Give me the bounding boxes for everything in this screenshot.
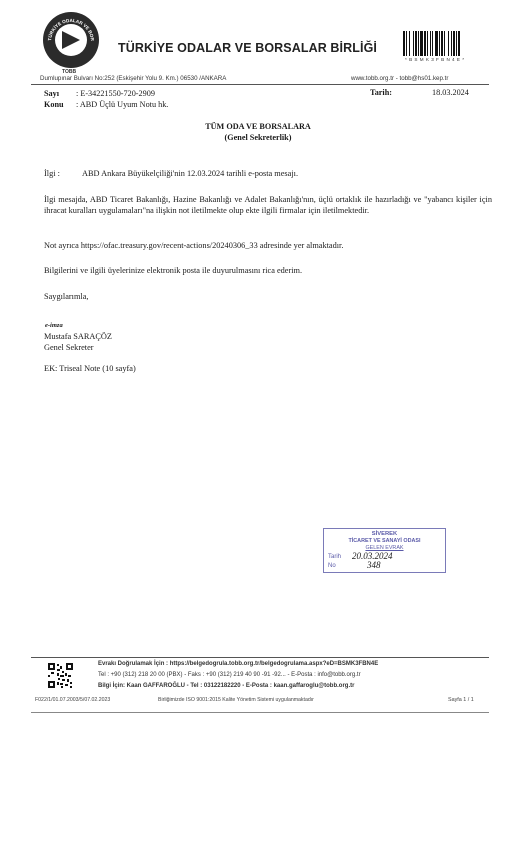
barcode-bar (430, 31, 431, 56)
qr-module (57, 669, 60, 671)
qr-module (57, 673, 59, 676)
qr-module (70, 686, 72, 688)
qr-module (57, 664, 59, 666)
qr-module (48, 675, 50, 677)
qr-module (48, 663, 55, 670)
qr-module (58, 678, 60, 680)
barcode-bar (427, 31, 428, 56)
barcode-bar (451, 31, 452, 56)
page-bottom-edge (31, 712, 489, 713)
incoming-document-stamp (323, 528, 446, 573)
barcode-bar (418, 31, 419, 56)
info-line: Bilgi İçin: Kaan GAFFAROĞLU - Tel : 03122182220 - E-Posta : kaan.gaffaroglu@tobb.org.tr (98, 683, 355, 689)
qr-module (60, 683, 63, 685)
qr-module (60, 675, 64, 677)
org-name: TÜRKİYE ODALAR VE BORSALAR BİRLİĞİ (118, 41, 377, 55)
e-imza-label: e-imza (45, 322, 63, 329)
paragraph-1: İlgi mesajda, ABD Ticaret Bakanlığı, Hazine Bakanlığı ve Adalet Bakanlığı'nın, üçlü ortaklık ile hazırladığı ve "yabancı kişiler için ihracat kuralları uygulamaları"na ilişkin not iletilmekte olup ekte ilgili firmalar için iletilmektedir. (44, 195, 492, 216)
konu-label: Konu (44, 100, 64, 109)
qr-module (48, 681, 55, 688)
konu-value: : ABD Üçlü Uyum Notu hk. (76, 100, 169, 109)
stamp-line1: SİVEREK (371, 531, 398, 537)
qr-module (62, 679, 65, 681)
addressee-line1: TÜM ODA VE BORSALARA (205, 122, 311, 131)
closing: Saygılarımla, (44, 292, 89, 301)
stamp-line3: GELEN EVRAK (365, 545, 404, 551)
barcode-bar (420, 31, 423, 56)
barcode-text: * B S M K 3 F B N 4 E * (405, 57, 465, 62)
barcode-bar (435, 31, 438, 56)
signer-title: Genel Sekreter (44, 343, 94, 352)
barcode-bar (406, 31, 407, 56)
barcode-bar (453, 31, 455, 56)
qr-module (65, 673, 67, 676)
barcode-bar (409, 31, 410, 56)
barcode-bar (441, 31, 443, 56)
web-email: www.tobb.org.tr - tobb@hs01.kep.tr (351, 75, 449, 82)
ilgi-label: İlgi : (44, 169, 60, 178)
qr-module (60, 666, 62, 669)
stamp-no-label: No (328, 563, 336, 569)
tobb-logo (43, 12, 99, 68)
stamp-line2: TİCARET VE SANAYİ ODASI (348, 538, 421, 544)
barcode-bar (413, 31, 414, 56)
ilgi-text: ABD Ankara Büyükelçiliği'nin 12.03.2024 tarihli e-posta mesajı. (82, 169, 299, 178)
iso-notice: Birliğimizde ISO 9001:2015 Kalite Yönetim Sistemi uygulanmaktadır (158, 697, 314, 703)
tarih-label: Tarih: (370, 88, 392, 97)
paragraph-2: Not ayrıca https://ofac.treasury.gov/recent-actions/20240306_33 adresinde yer almaktadır. (44, 241, 344, 250)
signer-name: Mustafa SARAÇÖZ (44, 332, 112, 341)
svg-text:TÜRKİYE ODALAR VE BORSALAR BİR: TÜRKİYE ODALAR VE BOR (47, 17, 96, 42)
sayi-value: : E-34221550-720-2909 (76, 89, 155, 98)
qr-module (51, 672, 54, 674)
sayi-label: Sayı (44, 89, 60, 98)
addressee-line2: (Genel Sekreterlik) (224, 133, 292, 142)
page-number: Sayfa 1 / 1 (448, 697, 474, 703)
qr-module (62, 671, 64, 673)
address: Dumlupınar Bulvarı No:252 (Eskişehir Yolu 9. Km.) 06530 /ANKARA (40, 75, 227, 82)
stamp-tarih-label: Tarih (328, 554, 342, 560)
header-divider (31, 84, 489, 85)
qr-module (57, 682, 59, 685)
qr-module (61, 686, 63, 688)
barcode-bar (415, 31, 417, 56)
barcode-bar (439, 31, 440, 56)
barcode-bar (424, 31, 426, 56)
barcode-bar (403, 31, 405, 56)
footer-divider (31, 657, 489, 658)
barcode-bar (432, 31, 433, 56)
tarih-value: 18.03.2024 (432, 88, 469, 97)
stamp-no-value: 348 (367, 560, 381, 570)
qr-module (66, 663, 73, 670)
contact-line: Tel : +90 (312) 218 20 00 (PBX) - Faks : +90 (312) 219 40 90 -91 -92... - E-Posta : info@tobb.org.tr (98, 672, 361, 678)
document-barcode (403, 31, 488, 56)
qr-module (67, 679, 69, 682)
logo-ring-text (43, 12, 99, 68)
attachment-note: EK: Triseal Note (10 sayfa) (44, 364, 136, 373)
qr-module (65, 684, 68, 686)
stamp-tarih-value: 20.03.2024 (352, 551, 393, 561)
qr-module (70, 682, 72, 684)
verify-link: Evrakı Doğrulamak İçin : https://belgedogrula.tobb.org.tr/belgedogrulama.aspx?eD=BSMK3FBN4E (98, 661, 379, 667)
form-number: F022/1/01.07.2003/5/07.02.2023 (35, 697, 111, 703)
logo-sub: TOBB (62, 69, 77, 75)
barcode-bar (444, 31, 445, 56)
barcode-bar (458, 31, 460, 56)
paragraph-3: Bilgilerini ve ilgili üyelerinize elektronik posta ile duyurulmasını rica ederim. (44, 266, 303, 275)
qr-code (48, 663, 73, 688)
barcode-bar (448, 31, 449, 56)
barcode-bar (456, 31, 457, 56)
qr-module (68, 675, 71, 677)
